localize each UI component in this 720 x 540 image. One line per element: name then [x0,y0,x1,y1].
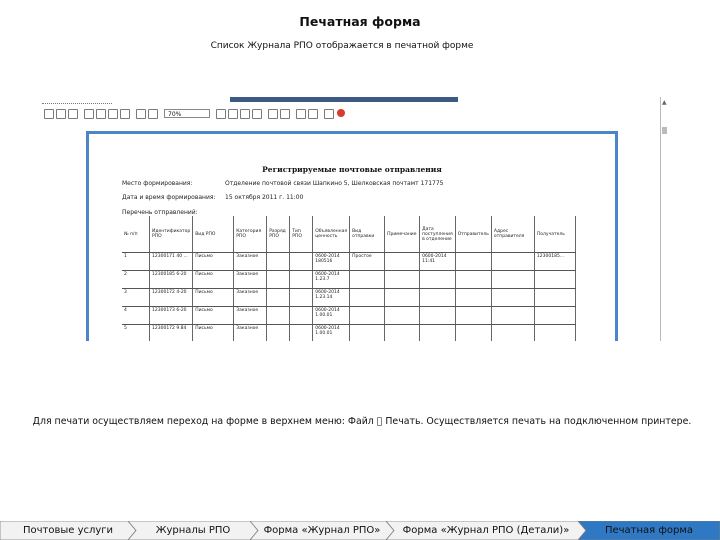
table-cell [491,307,534,325]
table-cell [455,307,491,325]
table-cell [290,307,313,325]
column-header: Вид отправки [350,216,385,253]
table-cell: 12300171 40 ... [150,253,193,271]
document-title: Регистрируемые почтовые отправления [262,165,442,174]
table-cell: 12300173 6-20 [150,307,193,325]
document-page [89,134,615,341]
window-titlebar [230,97,458,102]
table-cell: 12300185... [534,253,575,271]
datetime-label: Дата и время формирования: [122,194,216,201]
table-cell [267,271,290,289]
table-cell: Заказное [234,307,267,325]
copy-icon[interactable] [96,109,106,119]
last-page-icon[interactable] [252,109,262,119]
search-icon[interactable] [120,109,130,119]
table-cell [385,289,420,307]
table-cell [385,325,420,342]
table-cell: Письмо [193,325,234,342]
column-header: Отправитель [455,216,491,253]
vertical-scrollbar[interactable] [660,97,669,341]
table-cell [534,271,575,289]
first-page-icon[interactable] [216,109,226,119]
column-header: Примечание [385,216,420,253]
table-cell [491,325,534,342]
rpo-table [122,216,576,341]
table-cell [350,325,385,342]
zoom-select[interactable]: 70% [164,109,210,118]
table-cell [267,325,290,342]
column-header: Идентификатор РПО [150,216,193,253]
breadcrumb-label: Форма «Журнал РПО (Детали)» [402,525,570,536]
table-cell: Заказное [234,271,267,289]
table-cell [534,325,575,342]
table-cell [420,271,456,289]
settings-icon[interactable] [296,109,306,119]
table-cell [455,271,491,289]
column-header: Адрес отправителя [491,216,534,253]
column-header: Разряд РПО [267,216,290,253]
scroll-up-icon[interactable]: ▲ [662,99,667,106]
table-cell: 1 [122,253,150,271]
slide-title: Печатная форма [299,14,421,29]
breadcrumb-item-postal-services[interactable] [0,521,136,540]
column-header: Категория РПО [234,216,267,253]
list-label: Перечень отправлений: [122,209,198,216]
breadcrumb-item-print-form[interactable] [578,521,720,540]
table-cell: 12300172 9.84 [150,325,193,342]
table-cell: 2 [122,271,150,289]
print-preview-screenshot [40,97,670,341]
table-cell [455,325,491,342]
document-page-frame [86,131,618,341]
print-icon[interactable] [44,109,54,119]
table-cell [491,253,534,271]
table-cell: 0600-2014 180516 [313,253,350,271]
table-cell: 12300172 4-20 [150,289,193,307]
table-cell: 4 [122,307,150,325]
column-header: № п/п [122,216,150,253]
table-cell: 0600-2014 1.23.14 [313,289,350,307]
datetime-value: 15 октября 2011 г. 11:00 [225,194,304,201]
table-cell [420,307,456,325]
menu-bar[interactable] [42,103,112,106]
table-cell [455,253,491,271]
breadcrumb-item-rpo-journal-details-form[interactable] [386,521,586,540]
table-cell: 0600-2014 1.23.7 [313,271,350,289]
table-cell [350,271,385,289]
help-icon[interactable] [324,109,334,119]
zoom-in-icon[interactable] [148,109,158,119]
preview-toolbar [40,109,420,121]
breadcrumb-item-rpo-journal-form[interactable] [250,521,394,540]
column-header: Объявленная ценность [313,216,350,253]
scroll-thumb[interactable] [662,127,667,134]
zoom-out-icon[interactable] [136,109,146,119]
table-cell [290,253,313,271]
table-row [122,253,575,271]
table-cell: Заказное [234,325,267,342]
table-cell [455,289,491,307]
table-row [122,289,575,307]
table-cell [534,307,575,325]
breadcrumb-label: Почтовые услуги [22,525,114,536]
column-header: Тип РПО [290,216,313,253]
single-page-icon[interactable] [268,109,278,119]
table-cell [350,307,385,325]
refresh-icon[interactable] [308,109,318,119]
place-label: Место формирования: [122,180,193,187]
table-cell [350,289,385,307]
table-cell: Письмо [193,307,234,325]
table-cell [385,253,420,271]
column-header: Вид РПО [193,216,234,253]
table-header-row [122,216,575,253]
table-cell: 0600-2014 1.00.01 [313,307,350,325]
table-cell [290,325,313,342]
table-row [122,325,575,342]
table-cell [534,289,575,307]
breadcrumb-label: Журналы РПО [155,525,231,536]
table-cell: Заказное [234,289,267,307]
table-cell [267,289,290,307]
previous-page-icon[interactable] [228,109,238,119]
table-cell: 3 [122,289,150,307]
table-cell: Простое [350,253,385,271]
table-row [122,307,575,325]
table-cell [491,289,534,307]
breadcrumb-label: Печатная форма [604,525,694,536]
slide-subtitle: Список Журнала РПО отображается в печатной форме [210,41,474,51]
table-cell [491,271,534,289]
place-value: Отделение почтовой связи Шапкино 5, Шелковская почтамт 171775 [225,180,444,187]
table-row [122,271,575,289]
table-cell: Письмо [193,271,234,289]
open-icon[interactable] [56,109,66,119]
table-cell [290,271,313,289]
table-cell [267,253,290,271]
stop-icon[interactable] [337,109,345,117]
page-setup-icon[interactable] [84,109,94,119]
column-header: Дата поступления в отделение [420,216,456,253]
table-cell [420,325,456,342]
table-cell: Письмо [193,289,234,307]
table-cell [290,289,313,307]
export-icon[interactable] [108,109,118,119]
table-cell: 0600-2014 11:41 [420,253,456,271]
next-page-icon[interactable] [240,109,250,119]
table-cell: 0600-2014 1.00.01 [313,325,350,342]
table-cell [385,307,420,325]
table-cell [385,271,420,289]
column-header: Получатель [534,216,575,253]
breadcrumb-label: Форма «Журнал РПО» [263,525,381,536]
table-cell: Письмо [193,253,234,271]
slide-body-text: Для печати осуществляем переход на форме в верхнем меню: Файл Печать. Осуществляется печать на подключенном принтере. [36,416,688,427]
breadcrumb [0,521,720,540]
table-cell: Заказное [234,253,267,271]
table-cell [267,307,290,325]
save-icon[interactable] [68,109,78,119]
table-cell: 12300185 6-20 [150,271,193,289]
table-cell [420,289,456,307]
breadcrumb-item-rpo-journals[interactable] [128,521,258,540]
multi-page-icon[interactable] [280,109,290,119]
table-cell: 5 [122,325,150,342]
